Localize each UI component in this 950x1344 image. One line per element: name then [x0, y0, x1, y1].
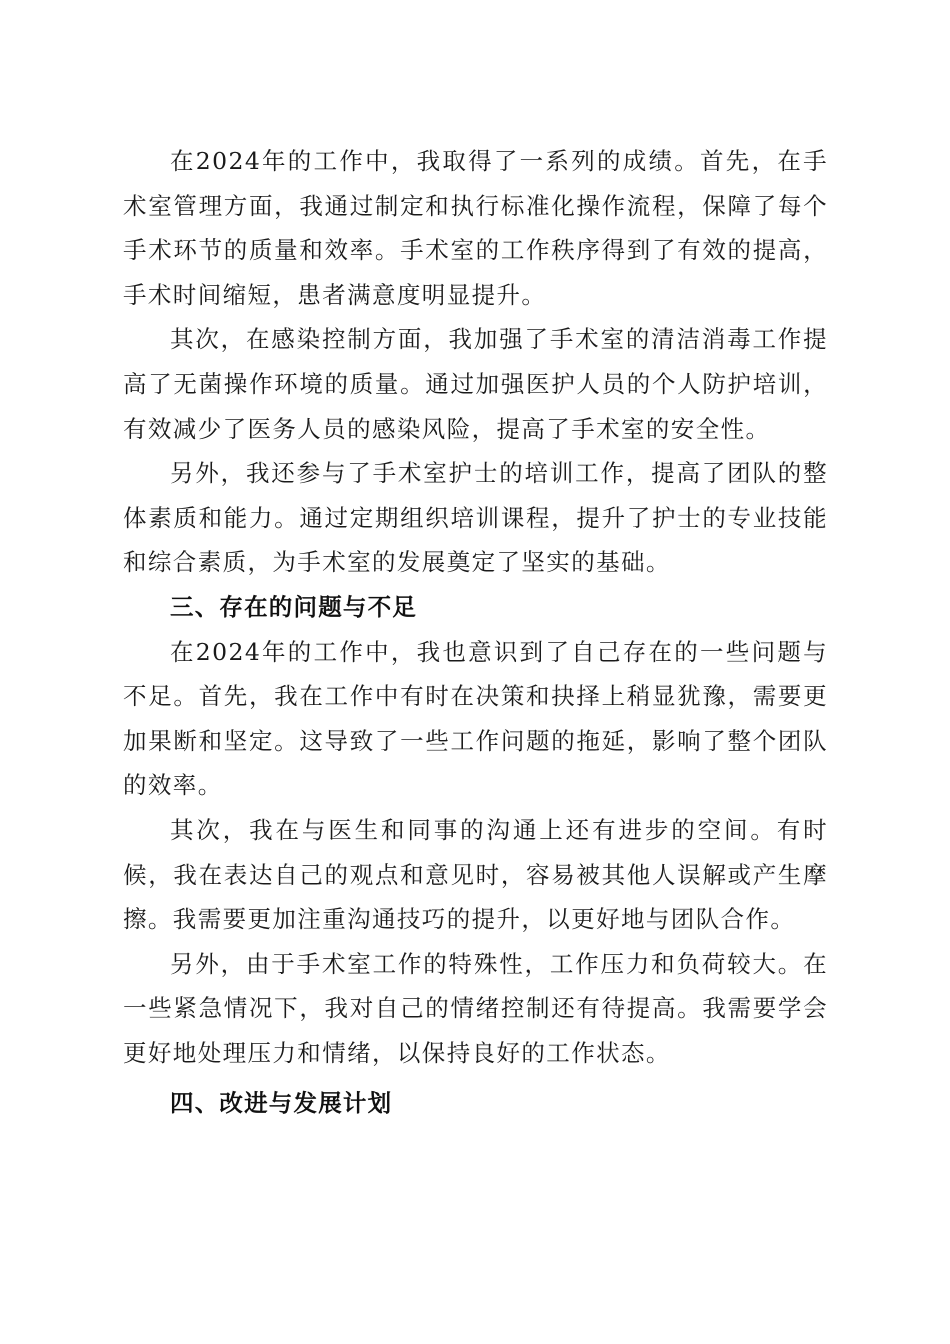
paragraph-problems-decision: 在2024年的工作中，我也意识到了自己存在的一些问题与不足。首先，我在工作中有时在决策和抉择上稍显犹豫，需要更加果断和坚定。这导致了一些工作问题的拖延，影响了整个团队的效率。 [123, 637, 828, 800]
paragraph-problems-communication: 其次，我在与医生和同事的沟通上还有进步的空间。有时候，我在表达自己的观点和意见时，容易被其他人误解或产生摩擦。我需要更加注重沟通技巧的提升，以更好地与团队合作。 [123, 815, 828, 934]
paragraph-achievements-management: 在2024年的工作中，我取得了一系列的成绩。首先，在手术室管理方面，我通过制定和执行标准化操作流程，保障了每个手术环节的质量和效率。手术室的工作秩序得到了有效的提高，手术时间缩短，患者满意度明显提升。 [123, 147, 828, 309]
section-heading-improvement-plan: 四、改进与发展计划 [170, 1089, 393, 1118]
paragraph-problems-pressure: 另外，由于手术室工作的特殊性，工作压力和负荷较大。在一些紧急情况下，我对自己的情绪控制还有待提高。我需要学会更好地处理压力和情绪，以保持良好的工作状态。 [123, 949, 828, 1067]
document-body [123, 139, 828, 1126]
paragraph-achievements-training: 另外，我还参与了手术室护士的培训工作，提高了团队的整体素质和能力。通过定期组织培训课程，提升了护士的专业技能和综合素质，为手术室的发展奠定了坚实的基础。 [123, 459, 828, 577]
section-heading-problems: 三、存在的问题与不足 [170, 592, 417, 621]
paragraph-achievements-infection-control: 其次，在感染控制方面，我加强了手术室的清洁消毒工作提高了无菌操作环境的质量。通过加强医护人员的个人防护培训，有效减少了医务人员的感染风险，提高了手术室的安全性。 [123, 325, 828, 443]
